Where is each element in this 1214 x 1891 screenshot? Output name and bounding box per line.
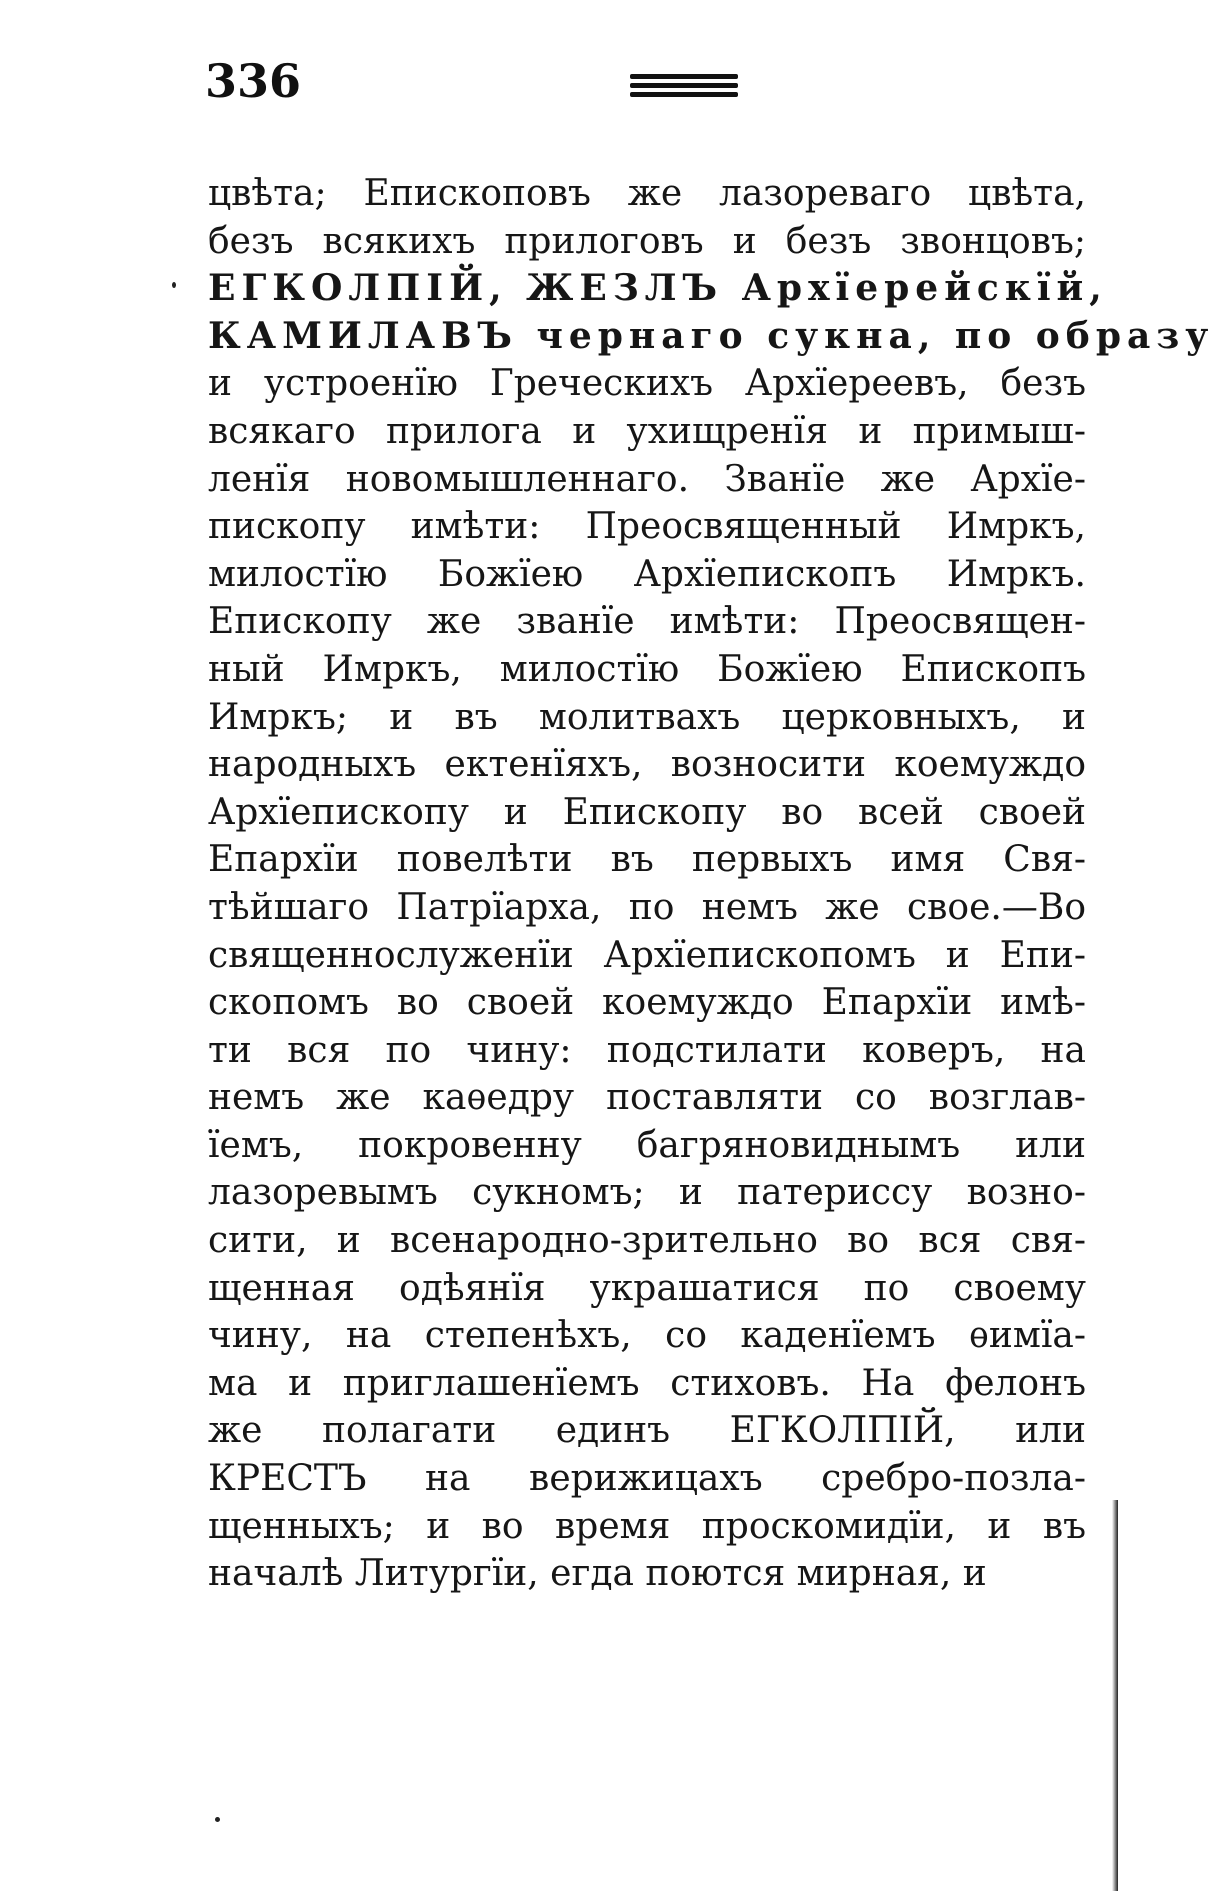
text-line: КРЕСТЪ на верижицахъ сребро-позла-	[208, 1458, 1086, 1500]
header-ornament-rule	[630, 74, 738, 98]
text-line: скопомъ во своей коемуждо Епархїи имѣ-	[208, 982, 1086, 1024]
text-line: Епископу же званїе имѣти: Преосвящен-	[208, 601, 1086, 643]
text-line: ЕГКОЛПІЙ, ЖЕЗЛЪ Архїерейскїй,	[208, 267, 1108, 310]
text-line: ный Имркъ, милостїю Божїею Епископъ	[208, 648, 1086, 690]
text-line: чину, на степенѣхъ, со каденїемъ ѳимїа-	[208, 1315, 1086, 1357]
text-line: сити, и всенародно-зрительно во вся свя-	[208, 1220, 1086, 1262]
text-line: цвѣта; Епископовъ же лазореваго цвѣта,	[208, 173, 1086, 214]
page-number: 336	[205, 54, 302, 108]
text-line: и устроенїю Греческихъ Архїереевъ, безъ	[208, 363, 1086, 405]
text-line: ти вся по чину: подстилати коверъ, на	[208, 1029, 1086, 1071]
text-line: всякаго прилога и ухищренїя и примыш-	[208, 410, 1086, 452]
text-line: Имркъ; и въ молитвахъ церковныхъ, и	[208, 696, 1086, 738]
text-line: КАМИЛАВЪ чернаго сукна, по образу	[208, 314, 1214, 357]
ink-speck	[215, 1817, 220, 1822]
text-line: милостїю Божїею Архїепископъ Имркъ.	[208, 553, 1086, 595]
text-line: лазоревымъ сукномъ; и патериссу возно-	[208, 1172, 1086, 1214]
text-line: Архїепископу и Епископу во всей своей	[208, 791, 1086, 833]
text-line: немъ же каѳедру поставляти со возглав-	[208, 1077, 1086, 1119]
text-line: ма и приглашенїемъ стиховъ. На фелонъ	[208, 1362, 1086, 1404]
body-text	[208, 170, 1214, 1598]
text-line: же полагати единъ ЕГКОЛПІЙ, или	[208, 1410, 1086, 1452]
ink-speck	[172, 282, 176, 288]
text-line: тѣйшаго Патрїарха, по немъ же свое.—Во	[208, 886, 1086, 928]
text-line: началѣ Литургїи, егда поются мирная, и	[208, 1553, 987, 1595]
text-line: священнослуженїи Архїепископомъ и Епи-	[208, 934, 1086, 976]
text-line: пископу имѣти: Преосвященный Имркъ,	[208, 506, 1086, 548]
text-line: народныхъ ектенїяхъ, возносити коемуждо	[208, 744, 1086, 786]
text-line: щенныхъ; и во время проскомидїи, и въ	[208, 1505, 1086, 1547]
text-line: їемъ, покровенну багряновиднымъ или	[208, 1124, 1086, 1166]
text-line: безъ всякихъ прилоговъ и безъ звонцовъ;	[208, 220, 1086, 262]
page-edge-shadow	[1112, 1500, 1118, 1891]
text-line: щенная одѣянїя украшатися по своему	[208, 1267, 1086, 1309]
text-line: ленїя новомышленнаго. Званїе же Архїе-	[208, 458, 1086, 500]
text-line: Епархїи повелѣти въ первыхъ имя Свя-	[208, 839, 1086, 881]
